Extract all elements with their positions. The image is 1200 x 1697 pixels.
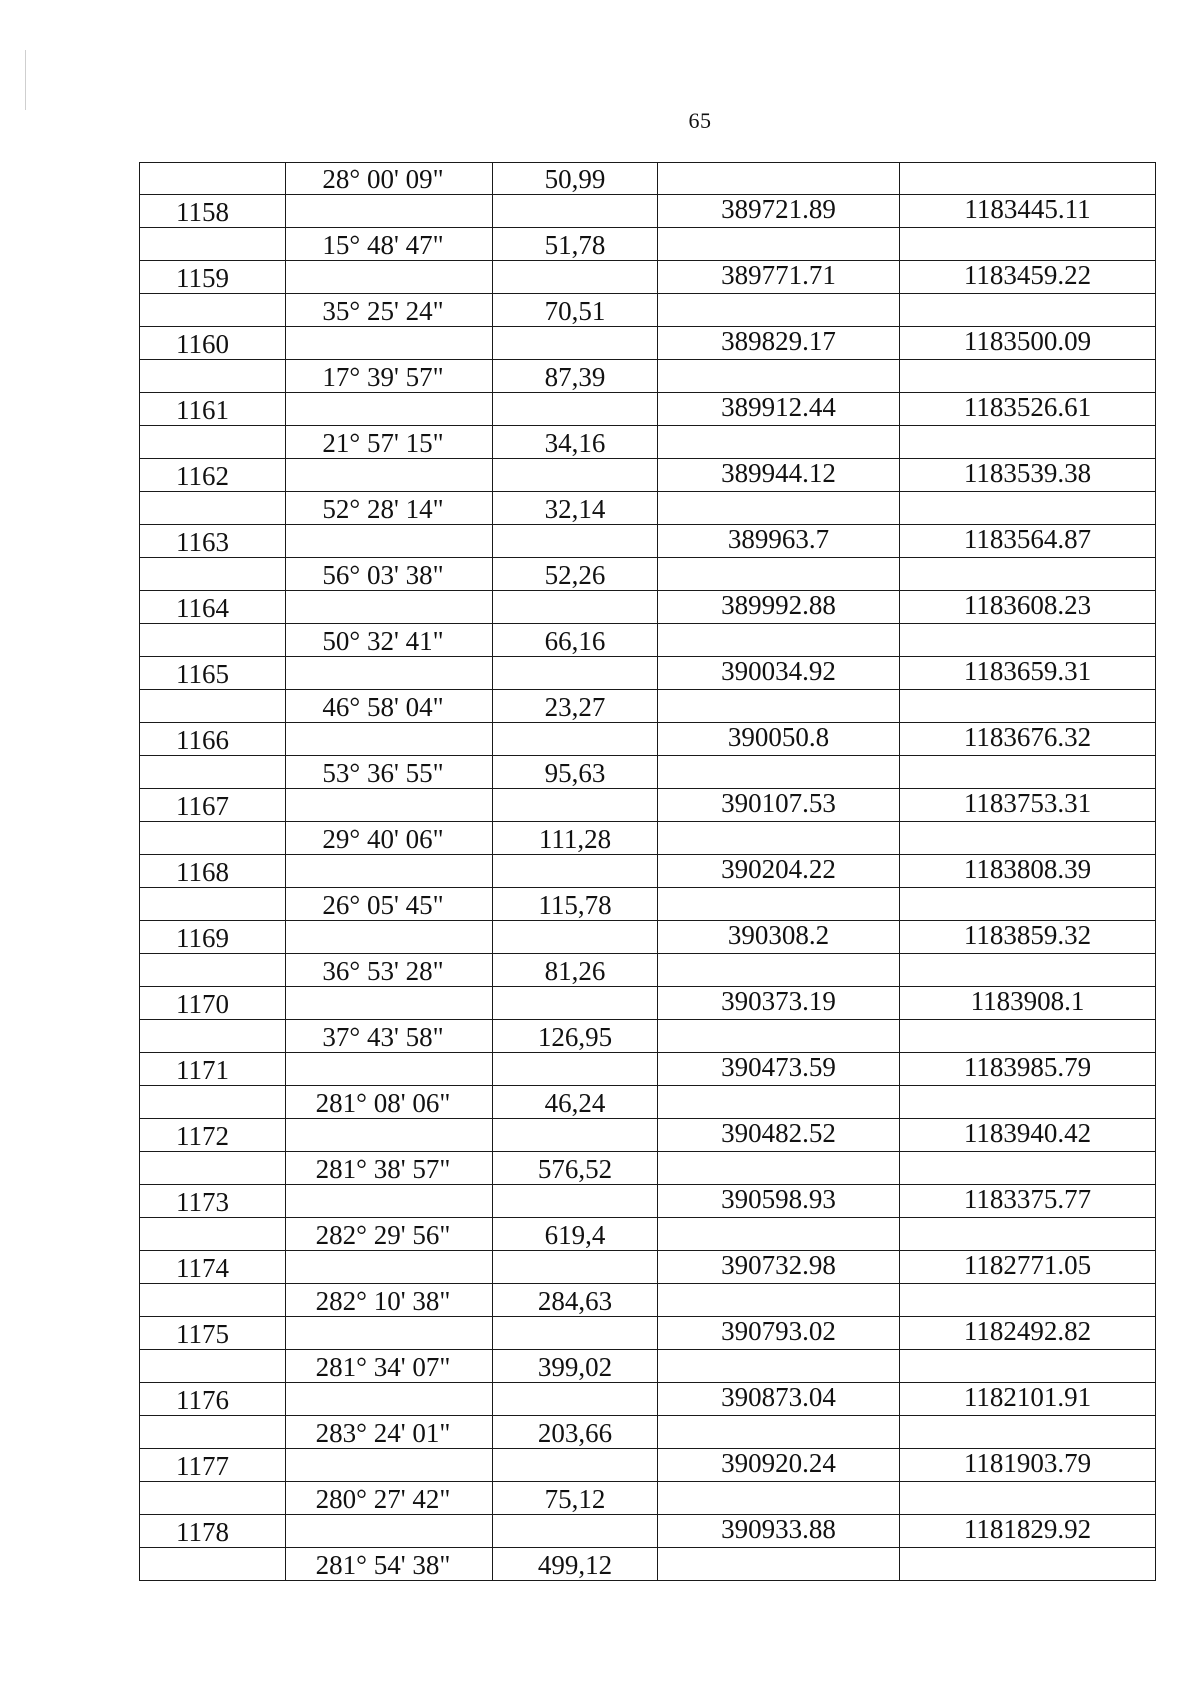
distance-cell xyxy=(493,657,658,690)
segment-row xyxy=(140,228,1156,261)
distance-cell: 70,51 xyxy=(493,294,658,327)
distance-cell xyxy=(493,327,658,360)
point-number-cell xyxy=(140,1416,286,1449)
point-number-cell: 1158 xyxy=(140,195,286,228)
direction-angle-cell xyxy=(286,1053,493,1086)
segment-row xyxy=(140,294,1156,327)
y-coordinate-cell xyxy=(900,1086,1156,1119)
direction-angle-cell: 37° 43' 58" xyxy=(286,1020,493,1053)
x-coordinate-cell xyxy=(658,1482,900,1515)
x-coordinate-cell: 390473.59 xyxy=(658,1053,900,1086)
direction-angle-cell xyxy=(286,723,493,756)
point-row xyxy=(140,855,1156,888)
point-number-cell: 1168 xyxy=(140,855,286,888)
point-number-cell: 1161 xyxy=(140,393,286,426)
x-coordinate-cell xyxy=(658,492,900,525)
point-number-cell xyxy=(140,954,286,987)
point-number-cell: 1171 xyxy=(140,1053,286,1086)
distance-cell xyxy=(493,1515,658,1548)
point-number-cell xyxy=(140,888,286,921)
point-row xyxy=(140,657,1156,690)
distance-cell xyxy=(493,261,658,294)
x-coordinate-cell: 389944.12 xyxy=(658,459,900,492)
point-row xyxy=(140,789,1156,822)
y-coordinate-cell: 1183375.77 xyxy=(900,1185,1156,1218)
distance-cell xyxy=(493,855,658,888)
distance-cell xyxy=(493,1053,658,1086)
y-coordinate-cell xyxy=(900,228,1156,261)
direction-angle-cell xyxy=(286,657,493,690)
point-number-cell xyxy=(140,426,286,459)
point-row xyxy=(140,1449,1156,1482)
segment-row xyxy=(140,163,1156,195)
distance-cell xyxy=(493,987,658,1020)
point-number-cell: 1163 xyxy=(140,525,286,558)
x-coordinate-cell: 390793.02 xyxy=(658,1317,900,1350)
y-coordinate-cell xyxy=(900,426,1156,459)
segment-row xyxy=(140,954,1156,987)
x-coordinate-cell xyxy=(658,426,900,459)
point-number-cell: 1174 xyxy=(140,1251,286,1284)
segment-row xyxy=(140,1548,1156,1581)
point-row xyxy=(140,1053,1156,1086)
point-number-cell xyxy=(140,822,286,855)
direction-angle-cell xyxy=(286,1185,493,1218)
y-coordinate-cell: 1182492.82 xyxy=(900,1317,1156,1350)
distance-cell: 87,39 xyxy=(493,360,658,393)
y-coordinate-cell: 1183445.11 xyxy=(900,195,1156,228)
x-coordinate-cell xyxy=(658,1416,900,1449)
point-number-cell xyxy=(140,1284,286,1317)
x-coordinate-cell xyxy=(658,1350,900,1383)
segment-row xyxy=(140,1218,1156,1251)
x-coordinate-cell xyxy=(658,558,900,591)
direction-angle-cell: 15° 48' 47" xyxy=(286,228,493,261)
x-coordinate-cell xyxy=(658,954,900,987)
point-row xyxy=(140,261,1156,294)
x-coordinate-cell: 390204.22 xyxy=(658,855,900,888)
point-number-cell: 1165 xyxy=(140,657,286,690)
y-coordinate-cell: 1183940.42 xyxy=(900,1119,1156,1152)
direction-angle-cell xyxy=(286,921,493,954)
y-coordinate-cell: 1183985.79 xyxy=(900,1053,1156,1086)
distance-cell: 576,52 xyxy=(493,1152,658,1185)
direction-angle-cell: 21° 57' 15" xyxy=(286,426,493,459)
x-coordinate-cell: 389912.44 xyxy=(658,393,900,426)
direction-angle-cell: 56° 03' 38" xyxy=(286,558,493,591)
x-coordinate-cell xyxy=(658,690,900,723)
point-row xyxy=(140,1383,1156,1416)
y-coordinate-cell xyxy=(900,360,1156,393)
point-number-cell xyxy=(140,492,286,525)
distance-cell: 81,26 xyxy=(493,954,658,987)
point-number-cell: 1177 xyxy=(140,1449,286,1482)
distance-cell: 46,24 xyxy=(493,1086,658,1119)
x-coordinate-cell: 389963.7 xyxy=(658,525,900,558)
y-coordinate-cell: 1183500.09 xyxy=(900,327,1156,360)
y-coordinate-cell xyxy=(900,954,1156,987)
point-number-cell xyxy=(140,1350,286,1383)
y-coordinate-cell xyxy=(900,888,1156,921)
direction-angle-cell: 46° 58' 04" xyxy=(286,690,493,723)
x-coordinate-cell: 390920.24 xyxy=(658,1449,900,1482)
distance-cell: 126,95 xyxy=(493,1020,658,1053)
x-coordinate-cell xyxy=(658,1020,900,1053)
distance-cell xyxy=(493,591,658,624)
x-coordinate-cell: 389992.88 xyxy=(658,591,900,624)
y-coordinate-cell: 1183808.39 xyxy=(900,855,1156,888)
segment-row xyxy=(140,624,1156,657)
point-number-cell xyxy=(140,294,286,327)
distance-cell xyxy=(493,195,658,228)
point-row xyxy=(140,591,1156,624)
x-coordinate-cell xyxy=(658,756,900,789)
point-number-cell xyxy=(140,558,286,591)
distance-cell: 619,4 xyxy=(493,1218,658,1251)
direction-angle-cell: 281° 54' 38" xyxy=(286,1548,493,1581)
distance-cell xyxy=(493,1383,658,1416)
point-row xyxy=(140,921,1156,954)
y-coordinate-cell xyxy=(900,294,1156,327)
page-number: 65 xyxy=(688,108,712,133)
x-coordinate-cell xyxy=(658,1548,900,1581)
x-coordinate-cell xyxy=(658,1086,900,1119)
segment-row xyxy=(140,1350,1156,1383)
point-row xyxy=(140,1119,1156,1152)
direction-angle-cell: 281° 34' 07" xyxy=(286,1350,493,1383)
y-coordinate-cell xyxy=(900,1548,1156,1581)
point-row xyxy=(140,393,1156,426)
distance-cell xyxy=(493,723,658,756)
y-coordinate-cell: 1182101.91 xyxy=(900,1383,1156,1416)
point-number-cell xyxy=(140,756,286,789)
x-coordinate-cell: 389721.89 xyxy=(658,195,900,228)
distance-cell xyxy=(493,1119,658,1152)
point-row xyxy=(140,459,1156,492)
y-coordinate-cell xyxy=(900,822,1156,855)
distance-cell: 23,27 xyxy=(493,690,658,723)
point-row xyxy=(140,525,1156,558)
y-coordinate-cell: 1181829.92 xyxy=(900,1515,1156,1548)
point-number-cell xyxy=(140,1548,286,1581)
direction-angle-cell xyxy=(286,1383,493,1416)
segment-row xyxy=(140,756,1156,789)
y-coordinate-cell xyxy=(900,1152,1156,1185)
x-coordinate-cell xyxy=(658,1284,900,1317)
segment-row xyxy=(140,1152,1156,1185)
segment-row xyxy=(140,492,1156,525)
distance-cell xyxy=(493,459,658,492)
direction-angle-cell: 28° 00' 09" xyxy=(286,163,493,195)
x-coordinate-cell xyxy=(658,163,900,195)
x-coordinate-cell: 390308.2 xyxy=(658,921,900,954)
point-number-cell: 1170 xyxy=(140,987,286,1020)
direction-angle-cell xyxy=(286,393,493,426)
segment-row xyxy=(140,360,1156,393)
point-number-cell xyxy=(140,690,286,723)
x-coordinate-cell xyxy=(658,228,900,261)
y-coordinate-cell xyxy=(900,558,1156,591)
distance-cell: 95,63 xyxy=(493,756,658,789)
point-row xyxy=(140,987,1156,1020)
boundary-coordinates-table xyxy=(139,162,1156,1581)
segment-row xyxy=(140,1482,1156,1515)
point-number-cell xyxy=(140,1086,286,1119)
point-row xyxy=(140,195,1156,228)
point-number-cell: 1164 xyxy=(140,591,286,624)
x-coordinate-cell xyxy=(658,1218,900,1251)
y-coordinate-cell: 1183659.31 xyxy=(900,657,1156,690)
distance-cell xyxy=(493,1317,658,1350)
x-coordinate-cell xyxy=(658,624,900,657)
y-coordinate-cell xyxy=(900,1416,1156,1449)
distance-cell: 66,16 xyxy=(493,624,658,657)
distance-cell: 52,26 xyxy=(493,558,658,591)
segment-row xyxy=(140,1020,1156,1053)
scan-edge-mark xyxy=(25,50,26,110)
y-coordinate-cell xyxy=(900,163,1156,195)
direction-angle-cell xyxy=(286,195,493,228)
point-row xyxy=(140,1515,1156,1548)
x-coordinate-cell: 390034.92 xyxy=(658,657,900,690)
direction-angle-cell: 282° 10' 38" xyxy=(286,1284,493,1317)
y-coordinate-cell xyxy=(900,1020,1156,1053)
point-number-cell: 1160 xyxy=(140,327,286,360)
direction-angle-cell: 280° 27' 42" xyxy=(286,1482,493,1515)
y-coordinate-cell: 1183608.23 xyxy=(900,591,1156,624)
point-number-cell xyxy=(140,1218,286,1251)
point-row xyxy=(140,1317,1156,1350)
direction-angle-cell: 17° 39' 57" xyxy=(286,360,493,393)
point-number-cell xyxy=(140,1482,286,1515)
point-number-cell: 1159 xyxy=(140,261,286,294)
distance-cell: 75,12 xyxy=(493,1482,658,1515)
direction-angle-cell: 29° 40' 06" xyxy=(286,822,493,855)
x-coordinate-cell xyxy=(658,294,900,327)
y-coordinate-cell: 1183859.32 xyxy=(900,921,1156,954)
direction-angle-cell xyxy=(286,525,493,558)
y-coordinate-cell xyxy=(900,690,1156,723)
x-coordinate-cell: 390050.8 xyxy=(658,723,900,756)
x-coordinate-cell: 390598.93 xyxy=(658,1185,900,1218)
direction-angle-cell xyxy=(286,1251,493,1284)
y-coordinate-cell: 1183526.61 xyxy=(900,393,1156,426)
direction-angle-cell: 50° 32' 41" xyxy=(286,624,493,657)
point-number-cell: 1169 xyxy=(140,921,286,954)
direction-angle-cell xyxy=(286,987,493,1020)
y-coordinate-cell: 1183676.32 xyxy=(900,723,1156,756)
direction-angle-cell xyxy=(286,459,493,492)
y-coordinate-cell: 1182771.05 xyxy=(900,1251,1156,1284)
y-coordinate-cell xyxy=(900,624,1156,657)
distance-cell xyxy=(493,525,658,558)
y-coordinate-cell xyxy=(900,492,1156,525)
segment-row xyxy=(140,426,1156,459)
x-coordinate-cell xyxy=(658,360,900,393)
direction-angle-cell xyxy=(286,1515,493,1548)
point-number-cell: 1162 xyxy=(140,459,286,492)
segment-row xyxy=(140,822,1156,855)
direction-angle-cell: 35° 25' 24" xyxy=(286,294,493,327)
y-coordinate-cell xyxy=(900,1350,1156,1383)
direction-angle-cell xyxy=(286,1449,493,1482)
y-coordinate-cell xyxy=(900,1482,1156,1515)
segment-row xyxy=(140,1416,1156,1449)
point-number-cell xyxy=(140,163,286,195)
point-number-cell xyxy=(140,1152,286,1185)
point-number-cell: 1167 xyxy=(140,789,286,822)
distance-cell: 284,63 xyxy=(493,1284,658,1317)
y-coordinate-cell: 1181903.79 xyxy=(900,1449,1156,1482)
x-coordinate-cell xyxy=(658,888,900,921)
x-coordinate-cell: 390107.53 xyxy=(658,789,900,822)
distance-cell: 115,78 xyxy=(493,888,658,921)
y-coordinate-cell: 1183908.1 xyxy=(900,987,1156,1020)
point-number-cell: 1175 xyxy=(140,1317,286,1350)
distance-cell xyxy=(493,1251,658,1284)
direction-angle-cell: 26° 05' 45" xyxy=(286,888,493,921)
x-coordinate-cell: 389829.17 xyxy=(658,327,900,360)
direction-angle-cell: 36° 53' 28" xyxy=(286,954,493,987)
point-row xyxy=(140,327,1156,360)
y-coordinate-cell xyxy=(900,1218,1156,1251)
direction-angle-cell xyxy=(286,1119,493,1152)
x-coordinate-cell: 390933.88 xyxy=(658,1515,900,1548)
distance-cell: 34,16 xyxy=(493,426,658,459)
point-row xyxy=(140,1251,1156,1284)
distance-cell: 499,12 xyxy=(493,1548,658,1581)
distance-cell: 203,66 xyxy=(493,1416,658,1449)
distance-cell: 111,28 xyxy=(493,822,658,855)
y-coordinate-cell: 1183459.22 xyxy=(900,261,1156,294)
direction-angle-cell xyxy=(286,789,493,822)
x-coordinate-cell: 390732.98 xyxy=(658,1251,900,1284)
direction-angle-cell xyxy=(286,591,493,624)
distance-cell: 399,02 xyxy=(493,1350,658,1383)
y-coordinate-cell xyxy=(900,756,1156,789)
x-coordinate-cell: 389771.71 xyxy=(658,261,900,294)
segment-row xyxy=(140,888,1156,921)
x-coordinate-cell xyxy=(658,822,900,855)
direction-angle-cell: 52° 28' 14" xyxy=(286,492,493,525)
direction-angle-cell xyxy=(286,1317,493,1350)
y-coordinate-cell: 1183753.31 xyxy=(900,789,1156,822)
direction-angle-cell: 282° 29' 56" xyxy=(286,1218,493,1251)
distance-cell xyxy=(493,1449,658,1482)
x-coordinate-cell: 390373.19 xyxy=(658,987,900,1020)
distance-cell xyxy=(493,1185,658,1218)
table-body xyxy=(140,163,1156,1581)
distance-cell xyxy=(493,789,658,822)
segment-row xyxy=(140,1086,1156,1119)
x-coordinate-cell xyxy=(658,1152,900,1185)
direction-angle-cell: 53° 36' 55" xyxy=(286,756,493,789)
point-number-cell: 1173 xyxy=(140,1185,286,1218)
distance-cell: 51,78 xyxy=(493,228,658,261)
point-number-cell: 1176 xyxy=(140,1383,286,1416)
point-row xyxy=(140,723,1156,756)
point-row xyxy=(140,1185,1156,1218)
y-coordinate-cell xyxy=(900,1284,1156,1317)
point-number-cell: 1172 xyxy=(140,1119,286,1152)
distance-cell: 50,99 xyxy=(493,163,658,195)
direction-angle-cell: 283° 24' 01" xyxy=(286,1416,493,1449)
point-number-cell xyxy=(140,228,286,261)
distance-cell xyxy=(493,921,658,954)
y-coordinate-cell: 1183564.87 xyxy=(900,525,1156,558)
direction-angle-cell xyxy=(286,261,493,294)
segment-row xyxy=(140,1284,1156,1317)
segment-row xyxy=(140,558,1156,591)
x-coordinate-cell: 390873.04 xyxy=(658,1383,900,1416)
point-number-cell xyxy=(140,1020,286,1053)
point-number-cell xyxy=(140,360,286,393)
distance-cell xyxy=(493,393,658,426)
point-number-cell: 1166 xyxy=(140,723,286,756)
direction-angle-cell: 281° 08' 06" xyxy=(286,1086,493,1119)
direction-angle-cell xyxy=(286,855,493,888)
distance-cell: 32,14 xyxy=(493,492,658,525)
direction-angle-cell: 281° 38' 57" xyxy=(286,1152,493,1185)
segment-row xyxy=(140,690,1156,723)
point-number-cell: 1178 xyxy=(140,1515,286,1548)
y-coordinate-cell: 1183539.38 xyxy=(900,459,1156,492)
point-number-cell xyxy=(140,624,286,657)
x-coordinate-cell: 390482.52 xyxy=(658,1119,900,1152)
direction-angle-cell xyxy=(286,327,493,360)
